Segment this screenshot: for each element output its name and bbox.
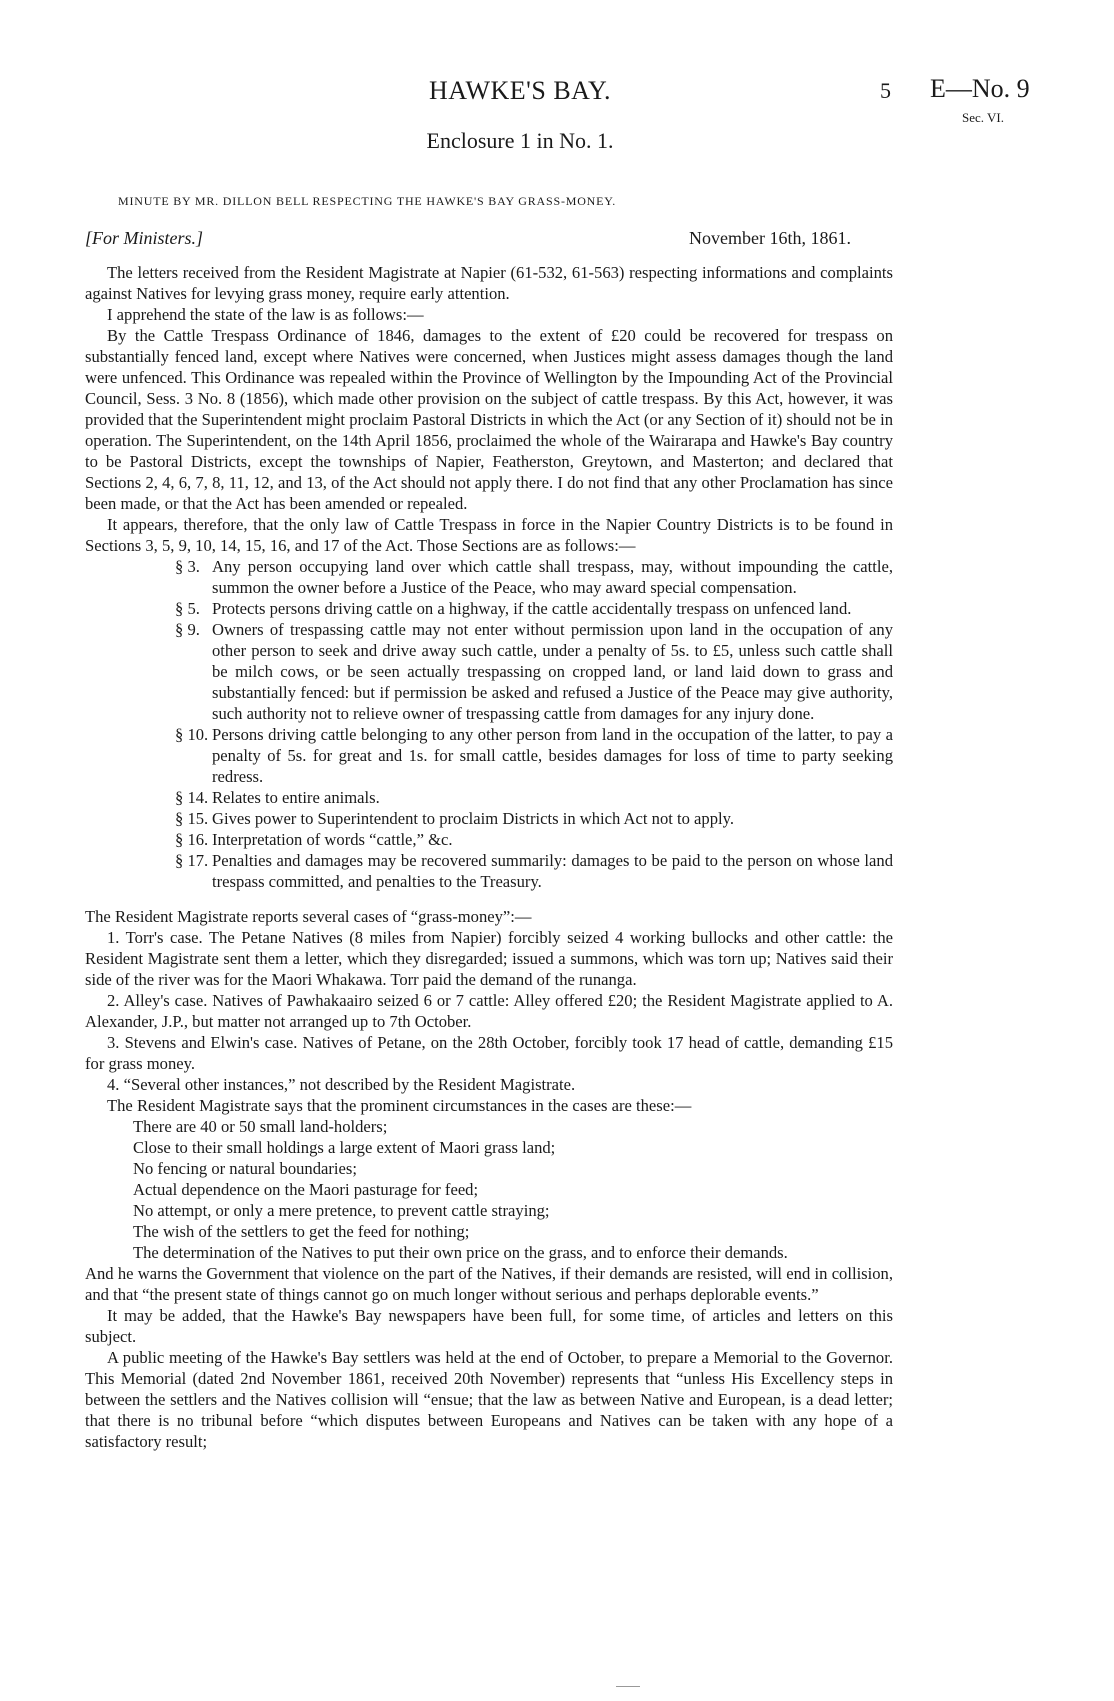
- section-number: § 17.: [175, 851, 209, 870]
- page-number: 5: [880, 78, 891, 103]
- paragraph: The Resident Magistrate reports several cases of “grass-money”:—: [85, 907, 532, 926]
- section-text: Relates to entire animals.: [212, 788, 380, 807]
- section-text: Protects persons driving cattle on a highway, if the cattle accidentally trespass on unfenced land.: [212, 599, 852, 618]
- section-number: § 16.: [175, 830, 209, 849]
- section-number: § 9.: [175, 620, 200, 639]
- section-text: Any person occupying land over which cattle shall trespass, may, without impounding the cattle, summon the owner before a Justice of the Peace, who may award special compensation.: [212, 557, 893, 597]
- document-body: [85, 262, 893, 1452]
- section-item: [175, 556, 893, 598]
- list-item: Close to their small holdings a large extent of Maori grass land;: [133, 1138, 556, 1157]
- spacer: [85, 892, 893, 906]
- section-item: [175, 850, 893, 892]
- section-text: Gives power to Superintendent to proclaim Districts in which Act not to apply.: [212, 809, 734, 828]
- minute-heading: MINUTE BY MR. DILLON BELL RESPECTING THE HAWKE'S BAY GRASS-MONEY.: [118, 194, 616, 208]
- section-number: § 10.: [175, 725, 209, 744]
- list-item: Actual dependence on the Maori pasturage for feed;: [133, 1180, 479, 1199]
- section-number: § 3.: [175, 557, 200, 576]
- case-paragraph: 3. Stevens and Elwin's case. Natives of Petane, on the 28th October, forcibly took 17 head of cattle, demanding £15 for grass money.: [85, 1033, 893, 1073]
- section-item: [175, 598, 893, 619]
- section-text: Owners of trespassing cattle may not enter without permission upon land in the occupation of any other person to seek and drive away such cattle, under a penalty of 5s. to £5, unless such cattle shall be milch cows, or be seen actually trespassing on cropped land, or land laid down to grass and substantially fenced: but if permission be asked and refused a Justice of the Peace may give authority, such authority not to relieve owner of trespassing cattle from damages for any injury done.: [212, 620, 893, 723]
- list-item: No fencing or natural boundaries;: [133, 1159, 357, 1178]
- paragraph: And he warns the Government that violence on the part of the Natives, if their demands are resisted, will end in collision, and that “the present state of things cannot go on much longer without serious and perhaps deplorable events.”: [85, 1264, 893, 1304]
- section-item: [175, 787, 893, 808]
- section-item: [175, 829, 893, 850]
- paragraph: The Resident Magistrate says that the prominent circumstances in the cases are these:—: [107, 1096, 692, 1115]
- section-number: § 14.: [175, 788, 209, 807]
- section-text: Persons driving cattle belonging to any other person from land in the occupation of the latter, to pay a penalty of 5s. for great and 1s. for small cattle, besides damages for loss of time to party seeking redress.: [212, 725, 893, 786]
- case-paragraph: 1. Torr's case. The Petane Natives (8 miles from Napier) forcibly seized 4 working bullocks and other cattle: the Resident Magistrate sent them a letter, which they disregarded; issued a summons, which was torn up; Natives said their side of the river was for the Maori Whakawa. Torr paid the demand of the runanga.: [85, 928, 893, 989]
- paragraph: A public meeting of the Hawke's Bay settlers was held at the end of October, to prepare a Memorial to the Governor. This Memorial (dated 2nd November 1861, received 20th November) represents that “unless His Excellency steps in between the settlers and the Natives collision will “ensue; that the law as between Native and European, is a dead letter; that there is no tribunal before “which disputes between Europeans and Natives can be taken with any hope of a satisfactory result;: [85, 1348, 893, 1451]
- section-text: Penalties and damages may be recovered summarily: damages to be paid to the person on whose land trespass committed, and penalties to the Treasury.: [212, 851, 893, 891]
- section-text: Interpretation of words “cattle,” &c.: [212, 830, 453, 849]
- minute-date: November 16th, 1861.: [689, 228, 851, 248]
- section-item: [175, 724, 893, 787]
- section-reference: Sec. VI.: [962, 110, 1005, 125]
- paragraph: It may be added, that the Hawke's Bay newspapers have been full, for some time, of articles and letters on this subject.: [85, 1306, 893, 1346]
- circumstances-list: [133, 1116, 893, 1263]
- addressee: [For Ministers.]: [85, 228, 204, 248]
- list-item: No attempt, or only a mere pretence, to prevent cattle straying;: [133, 1201, 550, 1220]
- list-item: The determination of the Natives to put their own price on the grass, and to enforce their demands.: [133, 1243, 788, 1262]
- list-item: The wish of the settlers to get the feed for nothing;: [133, 1222, 470, 1241]
- paragraph: By the Cattle Trespass Ordinance of 1846, damages to the extent of £20 could be recovered for trespass on substantially fenced land, except where Natives were concerned, when Justices might assess damages though the land were unfenced. This Ordinance was repealed within the Province of Wellington by the Impounding Act of the Provincial Council, Sess. 3 No. 8 (1856), which made other provision on the subject of cattle trespass. By this Act, however, it was provided that the Superintendent might proclaim Pastoral Districts in which the Act (or any Section of it) should not be in operation. The Superintendent, on the 14th April 1856, proclaimed the whole of the Wairarapa and Hawke's Bay country to be Pastoral Districts, except the townships of Napier, Featherston, Greytown, and Masterton; and declared that Sections 2, 4, 6, 7, 8, 11, 12, and 13, of the Act should not apply there. I do not find that any other Proclamation has since been made, or that the Act has been amended or repealed.: [85, 326, 893, 513]
- page-title: HAWKE'S BAY.: [429, 76, 611, 105]
- section-number: § 5.: [175, 599, 200, 618]
- paragraph: It appears, therefore, that the only law of Cattle Trespass in force in the Napier Country Districts is to be found in Sections 3, 5, 9, 10, 14, 15, 16, and 17 of the Act. Those Sections are as follows:—: [85, 515, 893, 555]
- document-reference: E—No. 9: [930, 74, 1030, 103]
- section-number: § 15.: [175, 809, 209, 828]
- section-item: [175, 808, 893, 829]
- paragraph: I apprehend the state of the law is as follows:—: [107, 305, 424, 324]
- page-mark: [616, 1686, 640, 1687]
- section-item: [175, 619, 893, 724]
- paragraph: The letters received from the Resident Magistrate at Napier (61-532, 61-563) respecting informations and complaints against Natives for levying grass money, require early attention.: [85, 263, 893, 303]
- case-paragraph: 4. “Several other instances,” not described by the Resident Magistrate.: [107, 1075, 576, 1094]
- list-item: There are 40 or 50 small land-holders;: [133, 1117, 388, 1136]
- case-paragraph: 2. Alley's case. Natives of Pawhakaairo seized 6 or 7 cattle: Alley offered £20; the Resident Magistrate applied to A. Alexander, J.P., but matter not arranged up to 7th October.: [85, 991, 893, 1031]
- enclosure-label: Enclosure 1 in No. 1.: [426, 128, 614, 153]
